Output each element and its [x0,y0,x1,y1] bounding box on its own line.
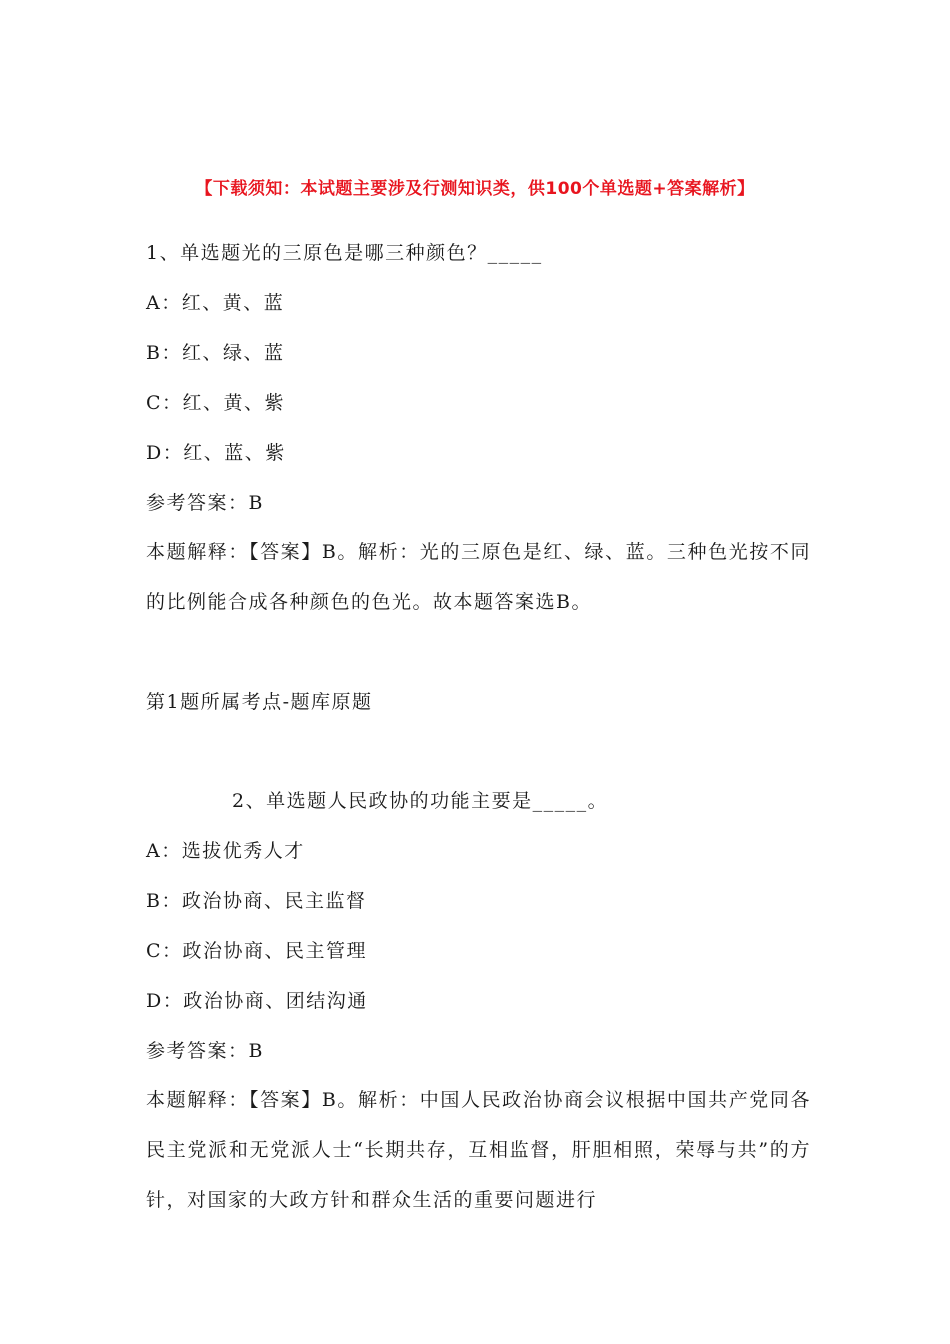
question-1-explanation: 本题解释：【答案】B。解析：光的三原色是红、绿、蓝。三种色光按不同的比例能合成各种颜色的色光。故本题答案选B。 [146,541,811,613]
question-2-explanation: 本题解释：【答案】B。解析：中国人民政治协商会议根据中国共产党同各民主党派和无党派人士“长期共存，互相监督，肝胆相照，荣辱与共”的方针，对国家的大政方针和群众生活的重要问题进行 [146,1089,811,1211]
question-2-option-c: C：政治协商、民主管理 [146,940,368,962]
question-1-option-c: C：红、黄、紫 [146,392,286,414]
question-1-answer: 参考答案：B [146,492,264,514]
question-2-answer: 参考答案：B [146,1040,264,1062]
question-1-option-d: D：红、蓝、紫 [146,442,286,464]
question-2-option-b: B：政治协商、民主监督 [146,890,367,912]
question-2-text: 2、单选题人民政协的功能主要是_____。 [232,790,609,812]
question-1-point: 第1题所属考点-题库原题 [146,691,373,713]
question-1-option-a: A：红、黄、蓝 [146,292,285,314]
question-2-option-d: D：政治协商、团结沟通 [146,990,368,1012]
question-1-text: 1、单选题光的三原色是哪三种颜色？_____ [146,242,543,264]
question-1-option-b: B：红、绿、蓝 [146,342,285,364]
download-notice: 【下载须知：本试题主要涉及行测知识类，供100个单选题+答案解析】 [195,179,755,199]
question-2-option-a: A：选拔优秀人才 [146,840,305,862]
